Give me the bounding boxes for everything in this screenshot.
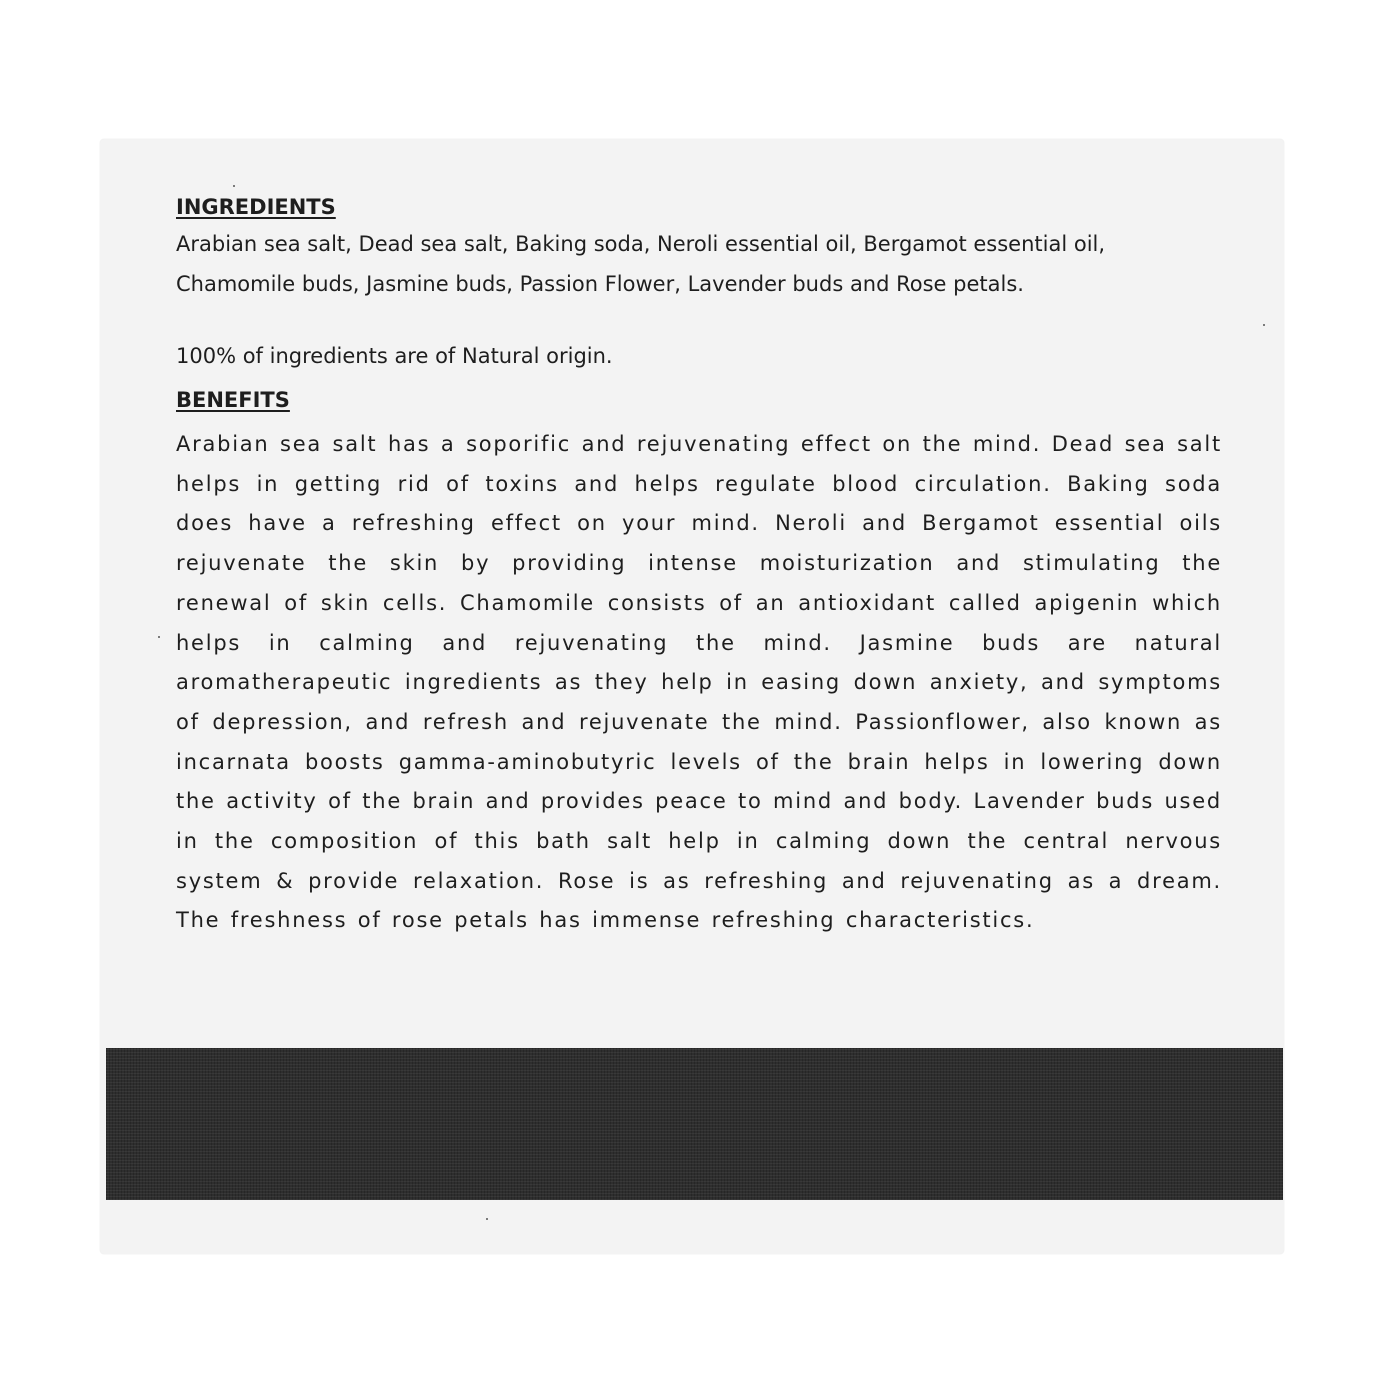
speck <box>233 185 235 187</box>
natural-origin-note: 100% of ingredients are of Natural origin. <box>176 344 613 368</box>
speck <box>158 636 160 638</box>
speck <box>486 1218 488 1220</box>
ingredients-list: Arabian sea salt, Dead sea salt, Baking soda, Neroli essential oil, Bergamot essential oil, Chamomile buds, Jasmine buds, Passion Flower, Lavender buds and Rose petals. <box>176 232 1106 296</box>
label-card <box>100 139 1284 1254</box>
dark-textured-band <box>106 1048 1283 1200</box>
label-text <box>176 191 1222 941</box>
benefits-heading: BENEFITS <box>176 388 290 412</box>
ingredients-heading: INGREDIENTS <box>176 195 336 219</box>
speck <box>1263 324 1265 326</box>
benefits-paragraph: Arabian sea salt has a soporific and rejuvenating effect on the mind. Dead sea salt helps in getting rid of toxins and helps regulate blood circulation. Baking soda does have a refreshing effect on your mind. Neroli and Bergamot essential oils rejuvenate the skin by providing intense moisturization and stimulating the renewal of skin cells. Chamomile consists of an antioxidant called apigenin which helps in calming and rejuvenating the mind. Jasmine buds are natural aromatherapeutic ingredients as they help in easing down anxiety, and symptoms of depression, and refresh and rejuvenate the mind. Passionflower, also known as incarnata boosts gamma-aminobutyric levels of the brain helps in lowering down the activity of the brain and provides peace to mind and body. Lavender buds used in the composition of this bath salt help in calming down the central nervous system & provide relaxation. Rose is as refreshing and rejuvenating as a dream. The freshness of rose petals has immense refreshing characteristics. <box>176 432 1222 933</box>
